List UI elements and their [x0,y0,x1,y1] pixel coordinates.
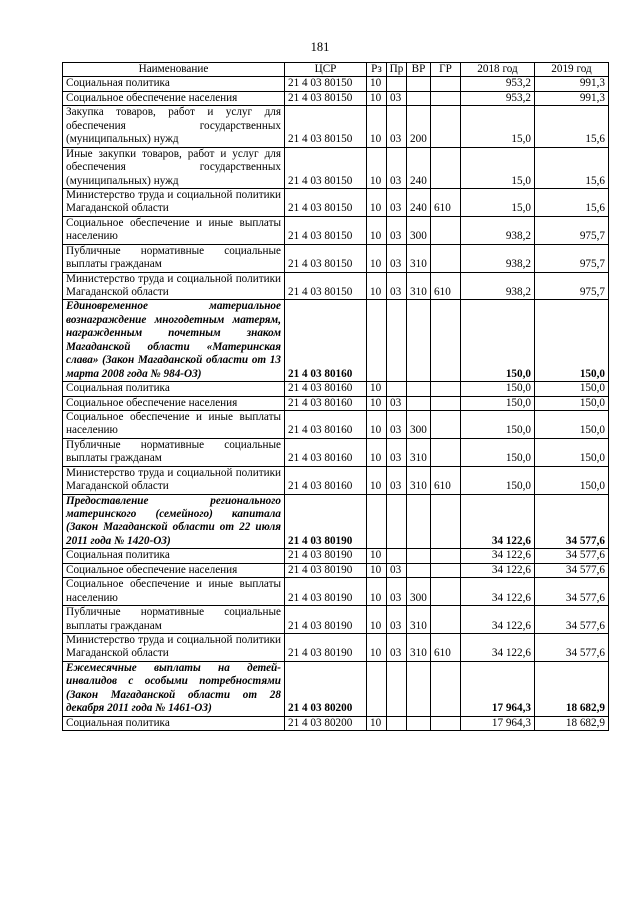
row-name: Социальное обеспечение населения [63,563,285,577]
row-gr [431,438,461,466]
table-row [63,272,609,300]
table-row [63,716,609,730]
row-2018: 938,2 [461,272,535,300]
row-2018: 953,2 [461,91,535,105]
row-vr [407,494,431,549]
row-2019: 150,0 [535,410,609,438]
row-csr: 21 4 03 80190 [285,494,367,549]
row-2018: 150,0 [461,410,535,438]
row-rz: 10 [367,272,387,300]
row-2019: 150,0 [535,382,609,396]
table-row [63,563,609,577]
row-vr [407,396,431,410]
row-rz: 10 [367,77,387,91]
row-rz: 10 [367,244,387,272]
header-rz: Рз [367,63,387,77]
row-name: Предоставление регионального материнского (семейного) капитала (Закон Магаданской области от 22 июля 2011 года № 1420-ОЗ) [63,494,285,549]
row-csr: 21 4 03 80160 [285,466,367,494]
row-2018: 150,0 [461,300,535,382]
row-2018: 15,0 [461,147,535,188]
row-name: Социальное обеспечение и иные выплаты населению [63,578,285,606]
row-2019: 150,0 [535,466,609,494]
row-2019: 150,0 [535,438,609,466]
row-pr: 03 [387,91,407,105]
row-csr: 21 4 03 80190 [285,563,367,577]
row-2018: 17 964,3 [461,661,535,716]
row-vr: 310 [407,272,431,300]
row-vr [407,382,431,396]
row-2019: 34 577,6 [535,494,609,549]
row-vr: 300 [407,410,431,438]
row-name: Единовременное материальное вознаграждение многодетным матерям, награжденным почетным знаком Магаданской области «Материнская слава» (Закон Магаданской области от 13 марта 2008 года № 984-ОЗ) [63,300,285,382]
row-2018: 150,0 [461,438,535,466]
row-pr [387,716,407,730]
row-2018: 150,0 [461,382,535,396]
table-row [63,606,609,634]
row-name: Министерство труда и социальной политики Магаданской области [63,272,285,300]
row-rz [367,661,387,716]
header-gr: ГР [431,63,461,77]
header-csr: ЦСР [285,63,367,77]
row-csr: 21 4 03 80160 [285,382,367,396]
row-pr: 03 [387,272,407,300]
row-pr: 03 [387,147,407,188]
row-2018: 17 964,3 [461,716,535,730]
row-pr [387,661,407,716]
table-row [63,410,609,438]
row-csr: 21 4 03 80200 [285,661,367,716]
row-gr [431,578,461,606]
row-gr [431,91,461,105]
row-csr: 21 4 03 80160 [285,438,367,466]
row-csr: 21 4 03 80150 [285,106,367,147]
row-vr [407,661,431,716]
row-rz [367,494,387,549]
table-row [63,466,609,494]
row-csr: 21 4 03 80190 [285,578,367,606]
row-vr [407,91,431,105]
table-row [63,300,609,382]
row-pr: 03 [387,578,407,606]
row-rz: 10 [367,606,387,634]
table-row [63,244,609,272]
header-name: Наименование [63,63,285,77]
row-vr: 310 [407,633,431,661]
row-rz: 10 [367,188,387,216]
row-pr: 03 [387,438,407,466]
row-vr: 200 [407,106,431,147]
header-2019: 2019 год [535,63,609,77]
header-vr: ВР [407,63,431,77]
row-name: Иные закупки товаров, работ и услуг для обеспечения государственных (муниципальных) нужд [63,147,285,188]
row-rz: 10 [367,410,387,438]
row-vr [407,716,431,730]
row-name: Публичные нормативные социальные выплаты гражданам [63,438,285,466]
row-vr: 240 [407,188,431,216]
row-vr: 310 [407,606,431,634]
table-row [63,382,609,396]
row-name: Министерство труда и социальной политики Магаданской области [63,633,285,661]
row-vr [407,300,431,382]
row-vr [407,77,431,91]
row-2019: 150,0 [535,396,609,410]
row-2018: 34 122,6 [461,494,535,549]
row-rz: 10 [367,147,387,188]
row-rz: 10 [367,382,387,396]
row-csr: 21 4 03 80160 [285,396,367,410]
row-2019: 15,6 [535,106,609,147]
table-row [63,494,609,549]
table-row [63,633,609,661]
row-name: Социальное обеспечение населения [63,91,285,105]
row-rz: 10 [367,438,387,466]
row-csr: 21 4 03 80160 [285,300,367,382]
table-row [63,106,609,147]
table-row [63,147,609,188]
row-2018: 15,0 [461,106,535,147]
header-pr: Пр [387,63,407,77]
row-name: Министерство труда и социальной политики Магаданской области [63,466,285,494]
row-gr [431,300,461,382]
header-2018: 2018 год [461,63,535,77]
row-gr [431,244,461,272]
row-pr: 03 [387,216,407,244]
row-gr: 610 [431,633,461,661]
row-name: Ежемесячные выплаты на детей-инвалидов с особыми потребностями (Закон Магаданской области от 28 декабря 2011 года № 1461-ОЗ) [63,661,285,716]
row-2018: 34 122,6 [461,563,535,577]
row-gr [431,106,461,147]
row-2019: 975,7 [535,216,609,244]
row-2019: 34 577,6 [535,633,609,661]
row-vr: 310 [407,244,431,272]
row-csr: 21 4 03 80190 [285,633,367,661]
row-vr: 300 [407,216,431,244]
row-name: Публичные нормативные социальные выплаты гражданам [63,606,285,634]
row-csr: 21 4 03 80150 [285,91,367,105]
row-pr [387,382,407,396]
page-number: 181 [310,40,330,54]
row-pr: 03 [387,106,407,147]
row-csr: 21 4 03 80150 [285,77,367,91]
row-2019: 975,7 [535,244,609,272]
row-rz: 10 [367,216,387,244]
table-row [63,661,609,716]
row-name: Социальная политика [63,716,285,730]
table-row [63,549,609,563]
row-gr: 610 [431,272,461,300]
row-2019: 34 577,6 [535,578,609,606]
row-2018: 15,0 [461,188,535,216]
row-2018: 34 122,6 [461,633,535,661]
row-2018: 938,2 [461,244,535,272]
row-gr [431,716,461,730]
row-2018: 150,0 [461,466,535,494]
row-name: Социальная политика [63,382,285,396]
table-row [63,77,609,91]
row-pr [387,77,407,91]
table-row [63,578,609,606]
table-row [63,438,609,466]
row-pr: 03 [387,466,407,494]
row-pr: 03 [387,244,407,272]
budget-table [62,62,609,731]
row-csr: 21 4 03 80150 [285,188,367,216]
row-2019: 34 577,6 [535,549,609,563]
row-gr [431,77,461,91]
row-gr: 610 [431,188,461,216]
row-2019: 15,6 [535,188,609,216]
table-row [63,91,609,105]
row-pr: 03 [387,410,407,438]
row-gr [431,216,461,244]
row-pr [387,494,407,549]
row-vr: 300 [407,578,431,606]
row-gr [431,661,461,716]
row-rz: 10 [367,578,387,606]
row-name: Социальное обеспечение и иные выплаты населению [63,216,285,244]
row-2018: 34 122,6 [461,549,535,563]
table-body [63,77,609,731]
row-vr [407,563,431,577]
row-pr [387,300,407,382]
row-rz: 10 [367,106,387,147]
row-gr [431,563,461,577]
row-2019: 991,3 [535,77,609,91]
row-2018: 34 122,6 [461,578,535,606]
row-pr: 03 [387,633,407,661]
row-csr: 21 4 03 80160 [285,410,367,438]
row-name: Социальное обеспечение населения [63,396,285,410]
row-name: Министерство труда и социальной политики Магаданской области [63,188,285,216]
row-gr [431,606,461,634]
table-header-row [63,63,609,77]
row-2018: 34 122,6 [461,606,535,634]
row-2019: 991,3 [535,91,609,105]
row-vr: 310 [407,438,431,466]
row-2018: 938,2 [461,216,535,244]
row-vr: 310 [407,466,431,494]
row-csr: 21 4 03 80150 [285,147,367,188]
row-name: Социальная политика [63,77,285,91]
row-csr: 21 4 03 80200 [285,716,367,730]
row-gr [431,410,461,438]
row-pr: 03 [387,396,407,410]
row-csr: 21 4 03 80190 [285,549,367,563]
row-csr: 21 4 03 80150 [285,244,367,272]
row-pr: 03 [387,563,407,577]
row-rz: 10 [367,563,387,577]
table-row [63,188,609,216]
row-rz: 10 [367,91,387,105]
row-csr: 21 4 03 80150 [285,272,367,300]
row-rz: 10 [367,466,387,494]
table-row [63,216,609,244]
row-name: Закупка товаров, работ и услуг для обеспечения государственных (муниципальных) нужд [63,106,285,147]
row-vr: 240 [407,147,431,188]
row-2019: 18 682,9 [535,661,609,716]
row-gr [431,494,461,549]
row-gr: 610 [431,466,461,494]
row-rz: 10 [367,396,387,410]
row-2018: 953,2 [461,77,535,91]
row-2019: 18 682,9 [535,716,609,730]
row-csr: 21 4 03 80190 [285,606,367,634]
row-rz: 10 [367,549,387,563]
row-vr [407,549,431,563]
row-pr: 03 [387,188,407,216]
row-rz [367,300,387,382]
row-name: Социальное обеспечение и иные выплаты населению [63,410,285,438]
row-2019: 15,6 [535,147,609,188]
row-2019: 150,0 [535,300,609,382]
row-gr [431,396,461,410]
row-name: Социальная политика [63,549,285,563]
row-gr [431,549,461,563]
row-2018: 150,0 [461,396,535,410]
table-row [63,396,609,410]
row-2019: 34 577,6 [535,606,609,634]
row-gr [431,382,461,396]
row-2019: 34 577,6 [535,563,609,577]
row-pr [387,549,407,563]
row-name: Публичные нормативные социальные выплаты гражданам [63,244,285,272]
row-rz: 10 [367,633,387,661]
row-2019: 975,7 [535,272,609,300]
row-rz: 10 [367,716,387,730]
row-pr: 03 [387,606,407,634]
row-gr [431,147,461,188]
row-csr: 21 4 03 80150 [285,216,367,244]
